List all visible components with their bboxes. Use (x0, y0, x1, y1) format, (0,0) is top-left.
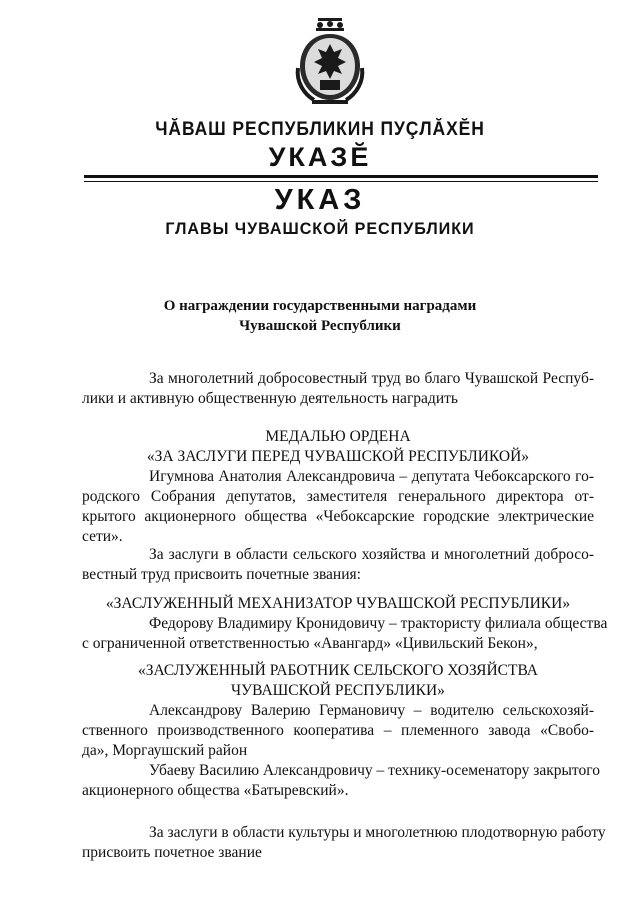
worker-title-line: ЧУВАШСКОЙ РЕСПУБЛИКИ» (231, 682, 445, 699)
mechanic-person-line: Федорову Владимиру Кронидовичу – трактористу филиала общества (149, 615, 608, 632)
header-divider-thin (84, 181, 598, 182)
intro-line: За многолетний добросовестный труд во благо Чувашской Респуб- (149, 370, 594, 387)
header-ukaz: УКАЗ (274, 184, 366, 216)
mechanic-person-line: с ограниченной ответственностью «Авангард» «Цивильский Бекон», (82, 635, 538, 652)
subject-line: Чувашской Республики (239, 318, 401, 334)
medal-title-line: МЕДАЛЬЮ ОРДЕНА (265, 428, 411, 445)
intro-line: лики и активную общественную деятельность наградить (82, 390, 458, 407)
mechanic-title: «ЗАСЛУЖЕННЫЙ МЕХАНИЗАТОР ЧУВАШСКОЙ РЕСПУБЛИКИ» (105, 595, 571, 612)
coat-of-arms-emblem (290, 16, 370, 108)
header-chuvash-line: ЧĂВАШ РЕСПУБЛИКИН ПУÇЛĂХĔН (155, 119, 485, 140)
subject-line: О награждении государственными наградами (163, 298, 477, 314)
worker-person-line: ственного производственного кооператива – племенного завода «Свобо- (82, 722, 594, 739)
worker-person-line: Убаеву Василию Александровичу – технику-осеменатору закрытого (149, 762, 600, 779)
worker-person-line: да», Моргаушский район (82, 742, 248, 759)
agri-intro-line: За заслуги в области сельского хозяйства и многолетний добросо- (149, 546, 594, 563)
medal-person-line: крытого акционерного общества «Чебоксарские городские электрические (82, 508, 594, 525)
culture-intro-line: За заслуги в области культуры и многолетнюю плодотворную работу (149, 824, 606, 841)
medal-person-line: родского Собрания депутатов, заместителя генерального директора от- (82, 488, 594, 505)
worker-person-line: акционерного общества «Батыревский». (82, 782, 349, 799)
worker-person-line: Александрову Валерию Германовичу – водителю сельскохозяй- (149, 702, 594, 719)
culture-intro-line: присвоить почетное звание (82, 844, 262, 861)
header-divider-thick (84, 175, 598, 178)
medal-title-line: «ЗА ЗАСЛУГИ ПЕРЕД ЧУВАШСКОЙ РЕСПУБЛИКОЙ» (146, 448, 530, 465)
medal-person-line: Игумнова Анатолия Александровича – депутата Чебоксарского го- (149, 468, 594, 485)
header-chuvash-ukaze: УКАЗĔ (268, 142, 372, 172)
medal-person-line: сети». (82, 528, 123, 545)
agri-intro-line: вестный труд присвоить почетные звания: (82, 566, 361, 583)
header-glavy: ГЛАВЫ ЧУВАШСКОЙ РЕСПУБЛИКИ (165, 219, 475, 238)
decree-subject (0, 296, 640, 336)
worker-title-line: «ЗАСЛУЖЕННЫЙ РАБОТНИК СЕЛЬСКОГО ХОЗЯЙСТВА (137, 662, 539, 679)
